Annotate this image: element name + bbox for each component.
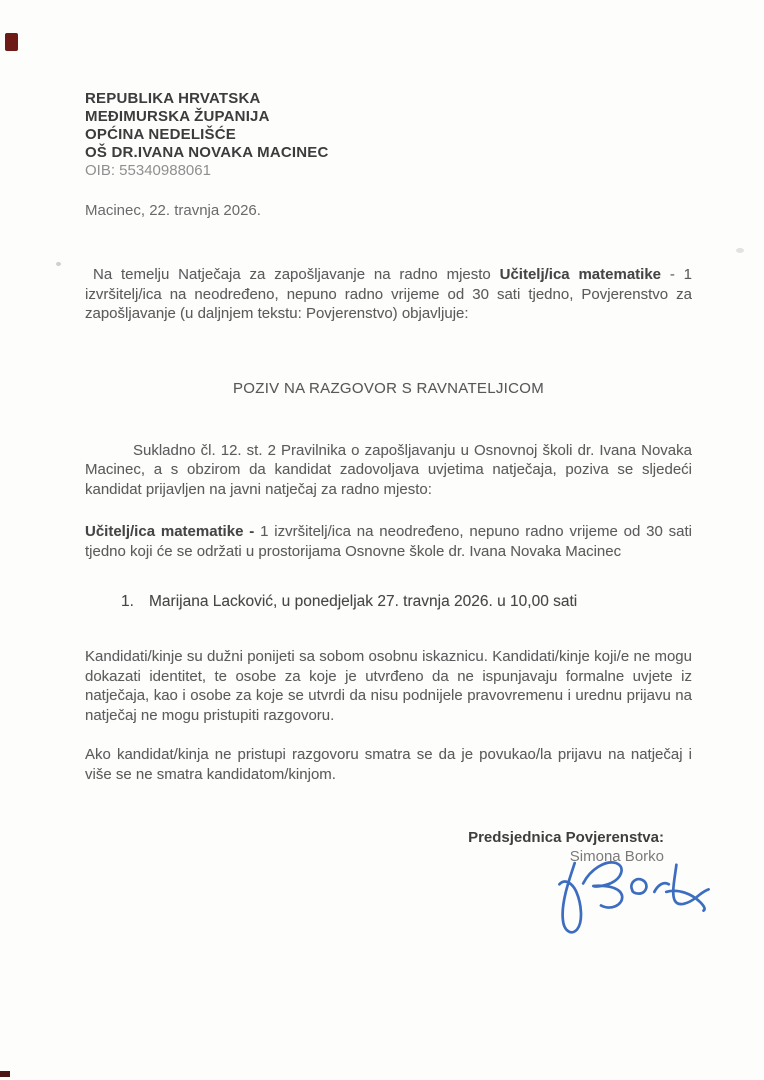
intro-job-title-bold: Učitelj/ica matematike — [499, 266, 662, 283]
position-paragraph — [85, 522, 692, 561]
org-line-country: REPUBLIKA HRVATSKA — [85, 90, 261, 107]
oib-number: OIB: 55340988061 — [85, 162, 211, 179]
signature-stroke-o — [631, 879, 646, 893]
signature-stroke-r — [654, 883, 668, 892]
letterhead — [85, 0, 692, 180]
document-content — [85, 0, 692, 865]
place-and-date: Macinec, 22. travnja 2026. — [85, 202, 261, 219]
org-line-county: MEĐIMURSKA ŽUPANIJA — [85, 108, 270, 125]
candidate-list-item — [85, 593, 692, 611]
document-title: POZIV NA RAZGOVOR S RAVNATELJICOM — [232, 379, 545, 397]
intro-text-post: - 1 izvršitelj/ica na neodređeno, nepuno radno vrijeme od 30 sati tjedno, Povjerenstvo za zapošljavanje (u daljnjem tekstu: Povjerenstvo) objavljuje: — [85, 266, 692, 322]
position-text: 1 izvršitelj/ica na neodređeno, nepuno radno vrijeme od 30 sati tjedno koji će se održati u prostorijama Osnovne škole dr. Ivana Novaka Macinec — [85, 523, 692, 560]
scan-corner-mark-bottom-left — [0, 1071, 10, 1077]
identification-paragraph: Kandidati/kinje su dužni ponijeti sa sobom osobnu iskaznicu. Kandidati/kinje koji/e ne mogu dokazati identitet, te osobe za koje je utvrđeno da ne ispunjavaju formalne uvjete iz natječaja, kao i osobe za koje se utvrdi da nisu podnijele pravovremenu i urednu prijavu na natječaj ne mogu pristupiti razgovoru. — [85, 648, 692, 724]
scan-speck — [56, 262, 61, 266]
candidate-number: 1. — [121, 593, 134, 610]
signature-role-label: Predsjednica Povjerenstva: — [468, 829, 664, 846]
org-line-school: OŠ DR.IVANA NOVAKA MACINEC — [85, 144, 329, 161]
intro-text-pre: Na temelju Natječaja za zapošljavanje na radno mjesto — [93, 266, 500, 283]
scan-speck — [736, 248, 744, 253]
signature-stroke-b — [583, 862, 622, 907]
intro-paragraph — [85, 265, 692, 324]
signature-stroke-loop — [559, 863, 581, 932]
signature-block — [85, 829, 692, 865]
signature-stroke-k-cross — [666, 891, 704, 911]
org-line-municipality: OPĆINA NEDELIŠĆE — [85, 126, 236, 143]
withdrawal-paragraph: Ako kandidat/kinja ne pristupi razgovoru smatra se da je povukao/la prijavu na natječaj i više se ne smatra kandidatom/kinjom. — [85, 746, 692, 783]
legal-basis-paragraph: Sukladno čl. 12. st. 2 Pravilnika o zapošljavanju u Osnovnoj školi dr. Ivana Novaka Macinec, a s obzirom da kandidat zadovoljava uvjetima natječaja, poziva se sljedeći kandidat prijavljen na javni natječaj za radno mjesto: — [85, 441, 692, 498]
signatory-name: Simona Borko — [569, 848, 664, 865]
candidate-name-and-time: Marijana Lacković, u ponedjeljak 27. travnja 2026. u 10,00 sati — [149, 593, 578, 610]
signature-stroke-k-tail — [673, 865, 708, 904]
scan-corner-mark-top-left — [5, 33, 18, 51]
position-job-title-bold: Učitelj/ica matematike - — [85, 523, 255, 540]
